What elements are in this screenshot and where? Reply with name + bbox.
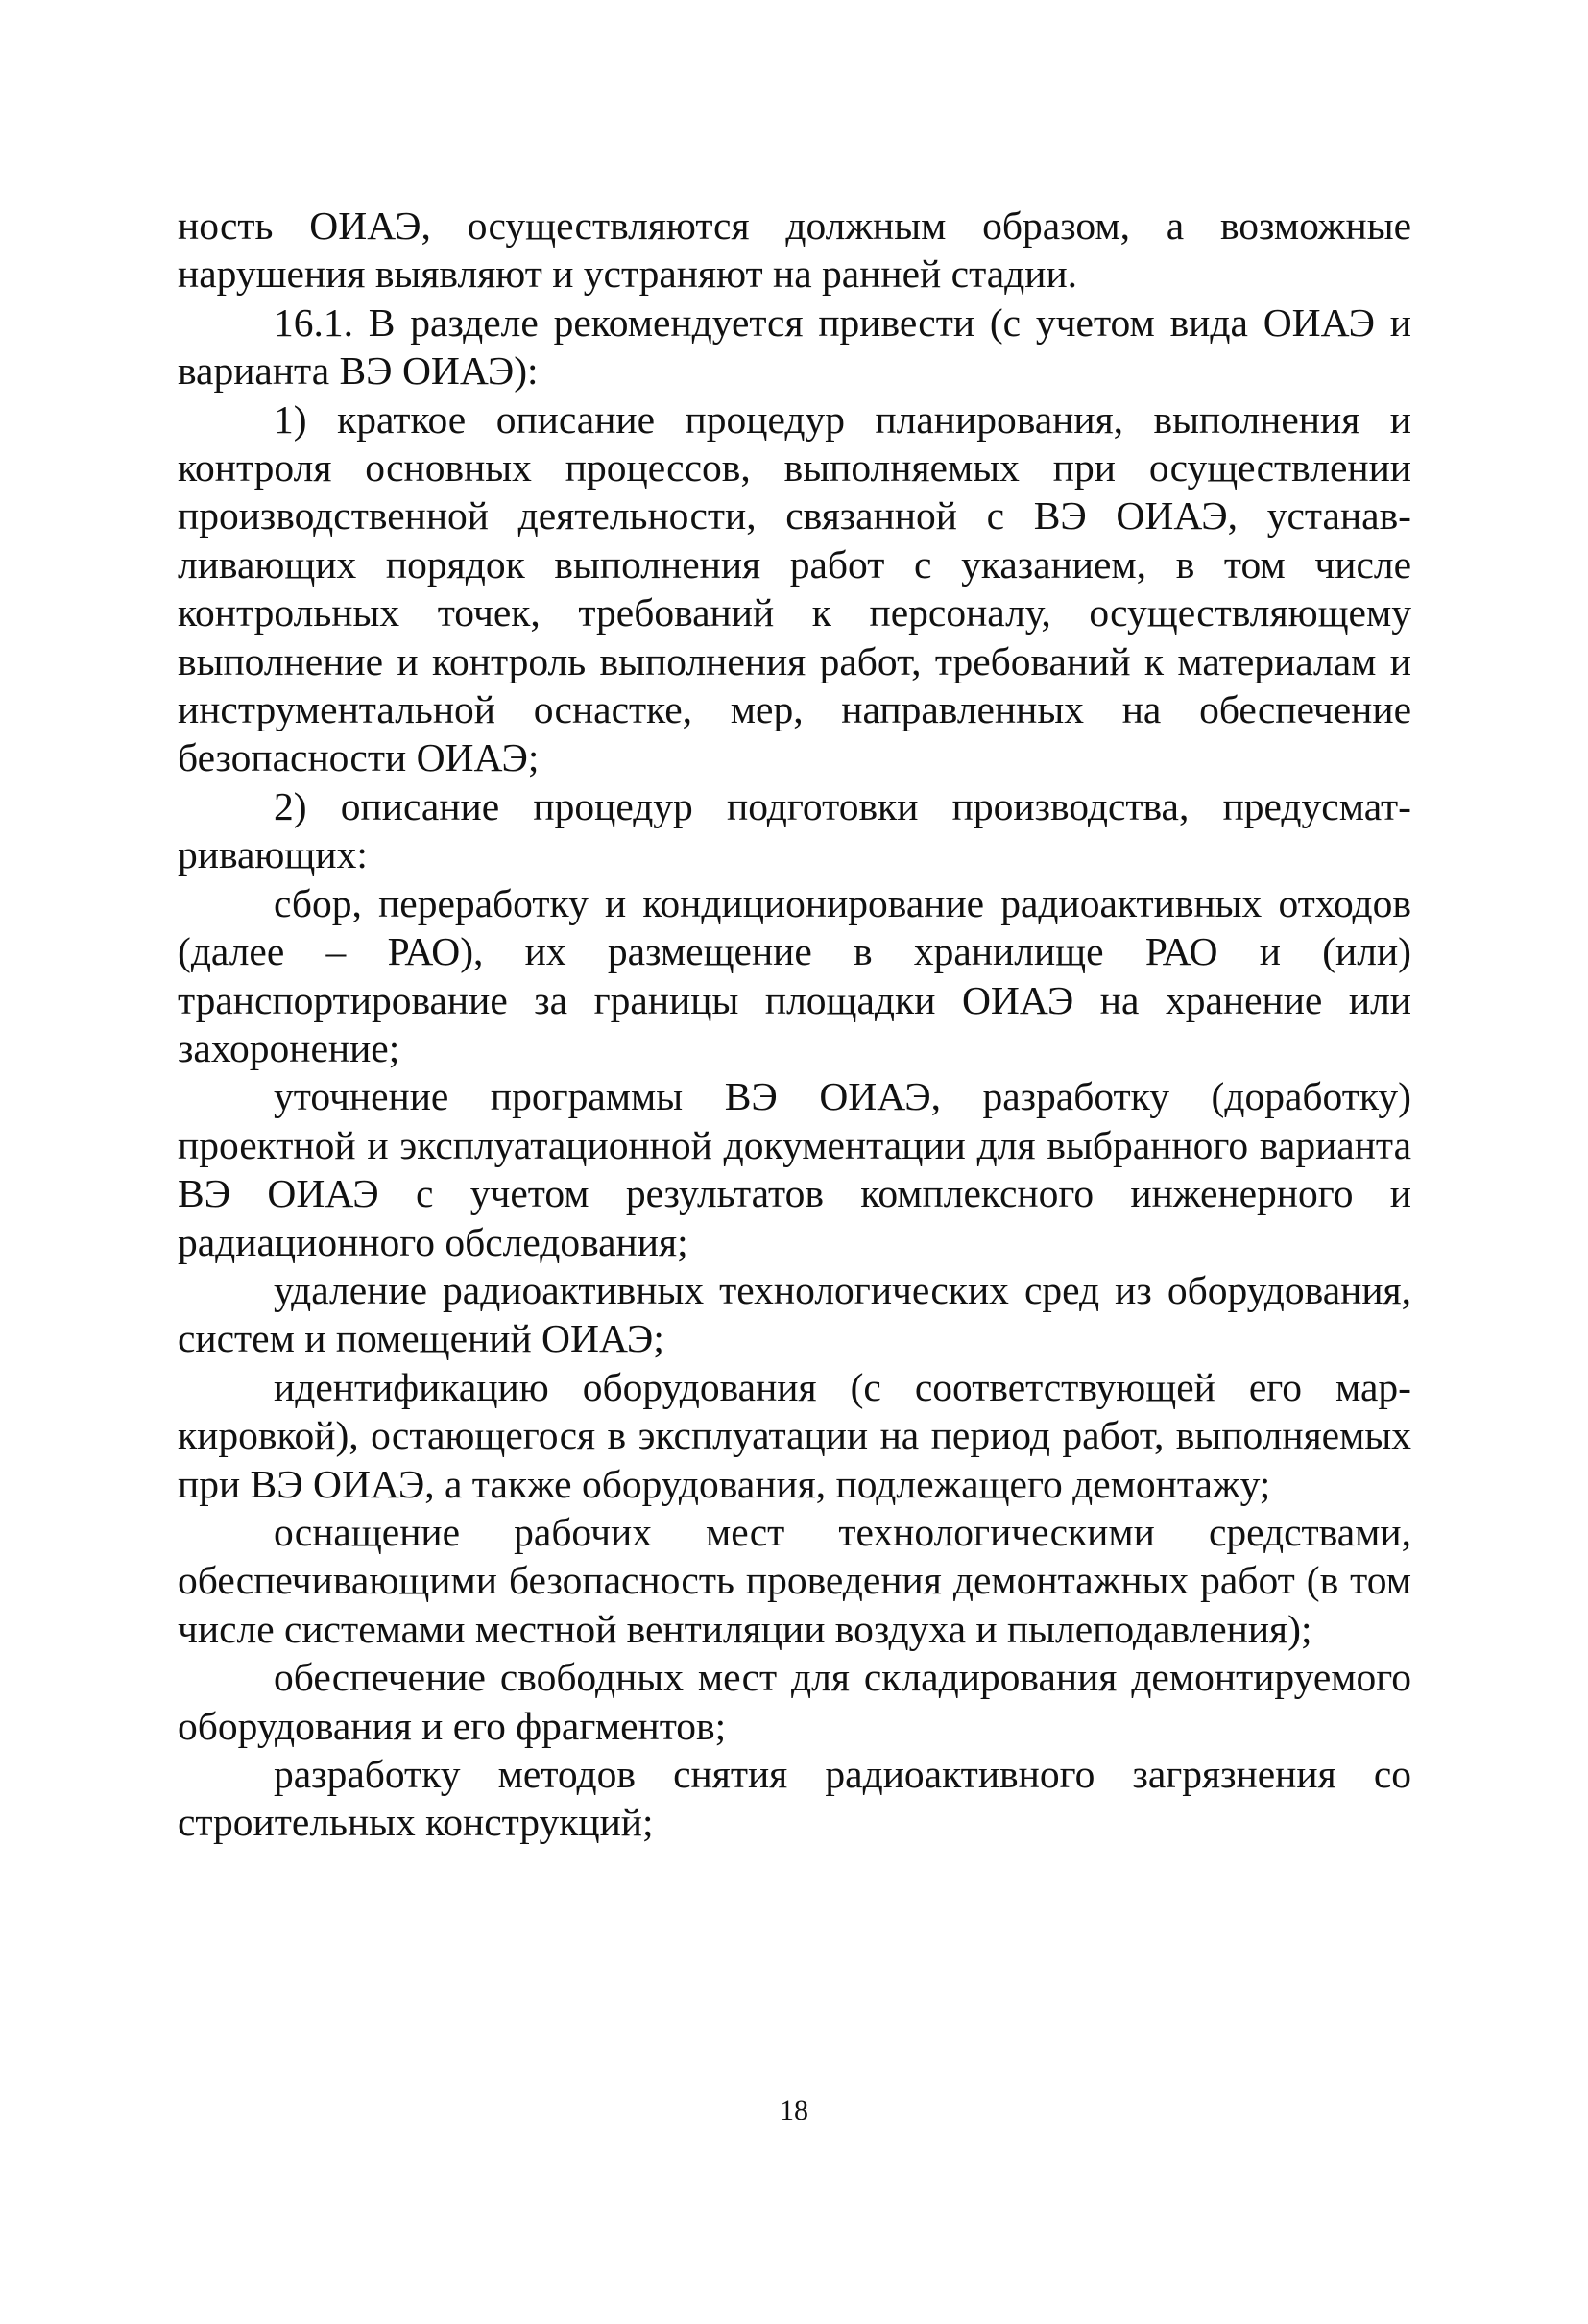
paragraph-16-1: 16.1. В разделе рекомендуется привести (с учетом вида ОИАЭ и варианта ВЭ ОИАЭ): bbox=[178, 299, 1411, 394]
sub-item-removal: удаление радиоактивных технологических сред из оборудования, систем и помещений ОИАЭ; bbox=[178, 1267, 1411, 1361]
paragraph-continuation: ность ОИАЭ, осуществляются должным образом, а возможные нарушения выявляют и устраняют на ранней стадии. bbox=[178, 204, 1411, 297]
sub-item-identification: идентификацию оборудования (с соответствующей его маркировкой), остающегося в эксплуатации на период работ, выполняемых при ВЭ ОИАЭ, а также оборудования, подлежащего демонтажу; bbox=[178, 1364, 1411, 1506]
sub-item-rao: сбор, переработку и кондиционирование радиоактивных отходов (далее – РАО), их размещение в хранилище РАО и (или) транспортирование за границы площадки ОИАЭ на хранение или захоронение; bbox=[178, 880, 1411, 1070]
list-item-2: 2) описание процедур подготовки производства, предусматривающих: bbox=[178, 783, 1411, 877]
sub-item-storage: обеспечение свободных мест для складирования демонтируемого оборудования и его фрагментов; bbox=[178, 1655, 1411, 1748]
body-text bbox=[178, 202, 1411, 1847]
sub-item-equipment: оснащение рабочих мест технологическими средствами, обеспечивающими безопасность проведения демонтажных работ (в том числе системами местной вентиляции воздуха и пылеподавления); bbox=[178, 1509, 1411, 1651]
sub-item-program: уточнение программы ВЭ ОИАЭ, разработку (доработку) проектной и эксплуатационной документации для выбранного варианта ВЭ ОИАЭ с учетом результатов комплексного инженерного и радиационного обследования; bbox=[178, 1074, 1411, 1264]
page-number: 18 bbox=[780, 2095, 808, 2126]
list-item-1: 1) краткое описание процедур планирования, выполнения и контроля основных процессов, выполняемых при осуществлении производственной деятельности, связанной с ВЭ ОИАЭ, устанавливающих порядок выполнения работ с указанием, в том числе контрольных точек, требований к персоналу, осуществляющему выполнение и контроль выполнения работ, требований к материалам и инструментальной оснастке, мер, направленных на обеспечение безопасности ОИАЭ; bbox=[178, 396, 1411, 780]
sub-item-decontamination: разработку методов снятия радиоактивного загрязнения со строительных конструкций; bbox=[178, 1752, 1411, 1845]
